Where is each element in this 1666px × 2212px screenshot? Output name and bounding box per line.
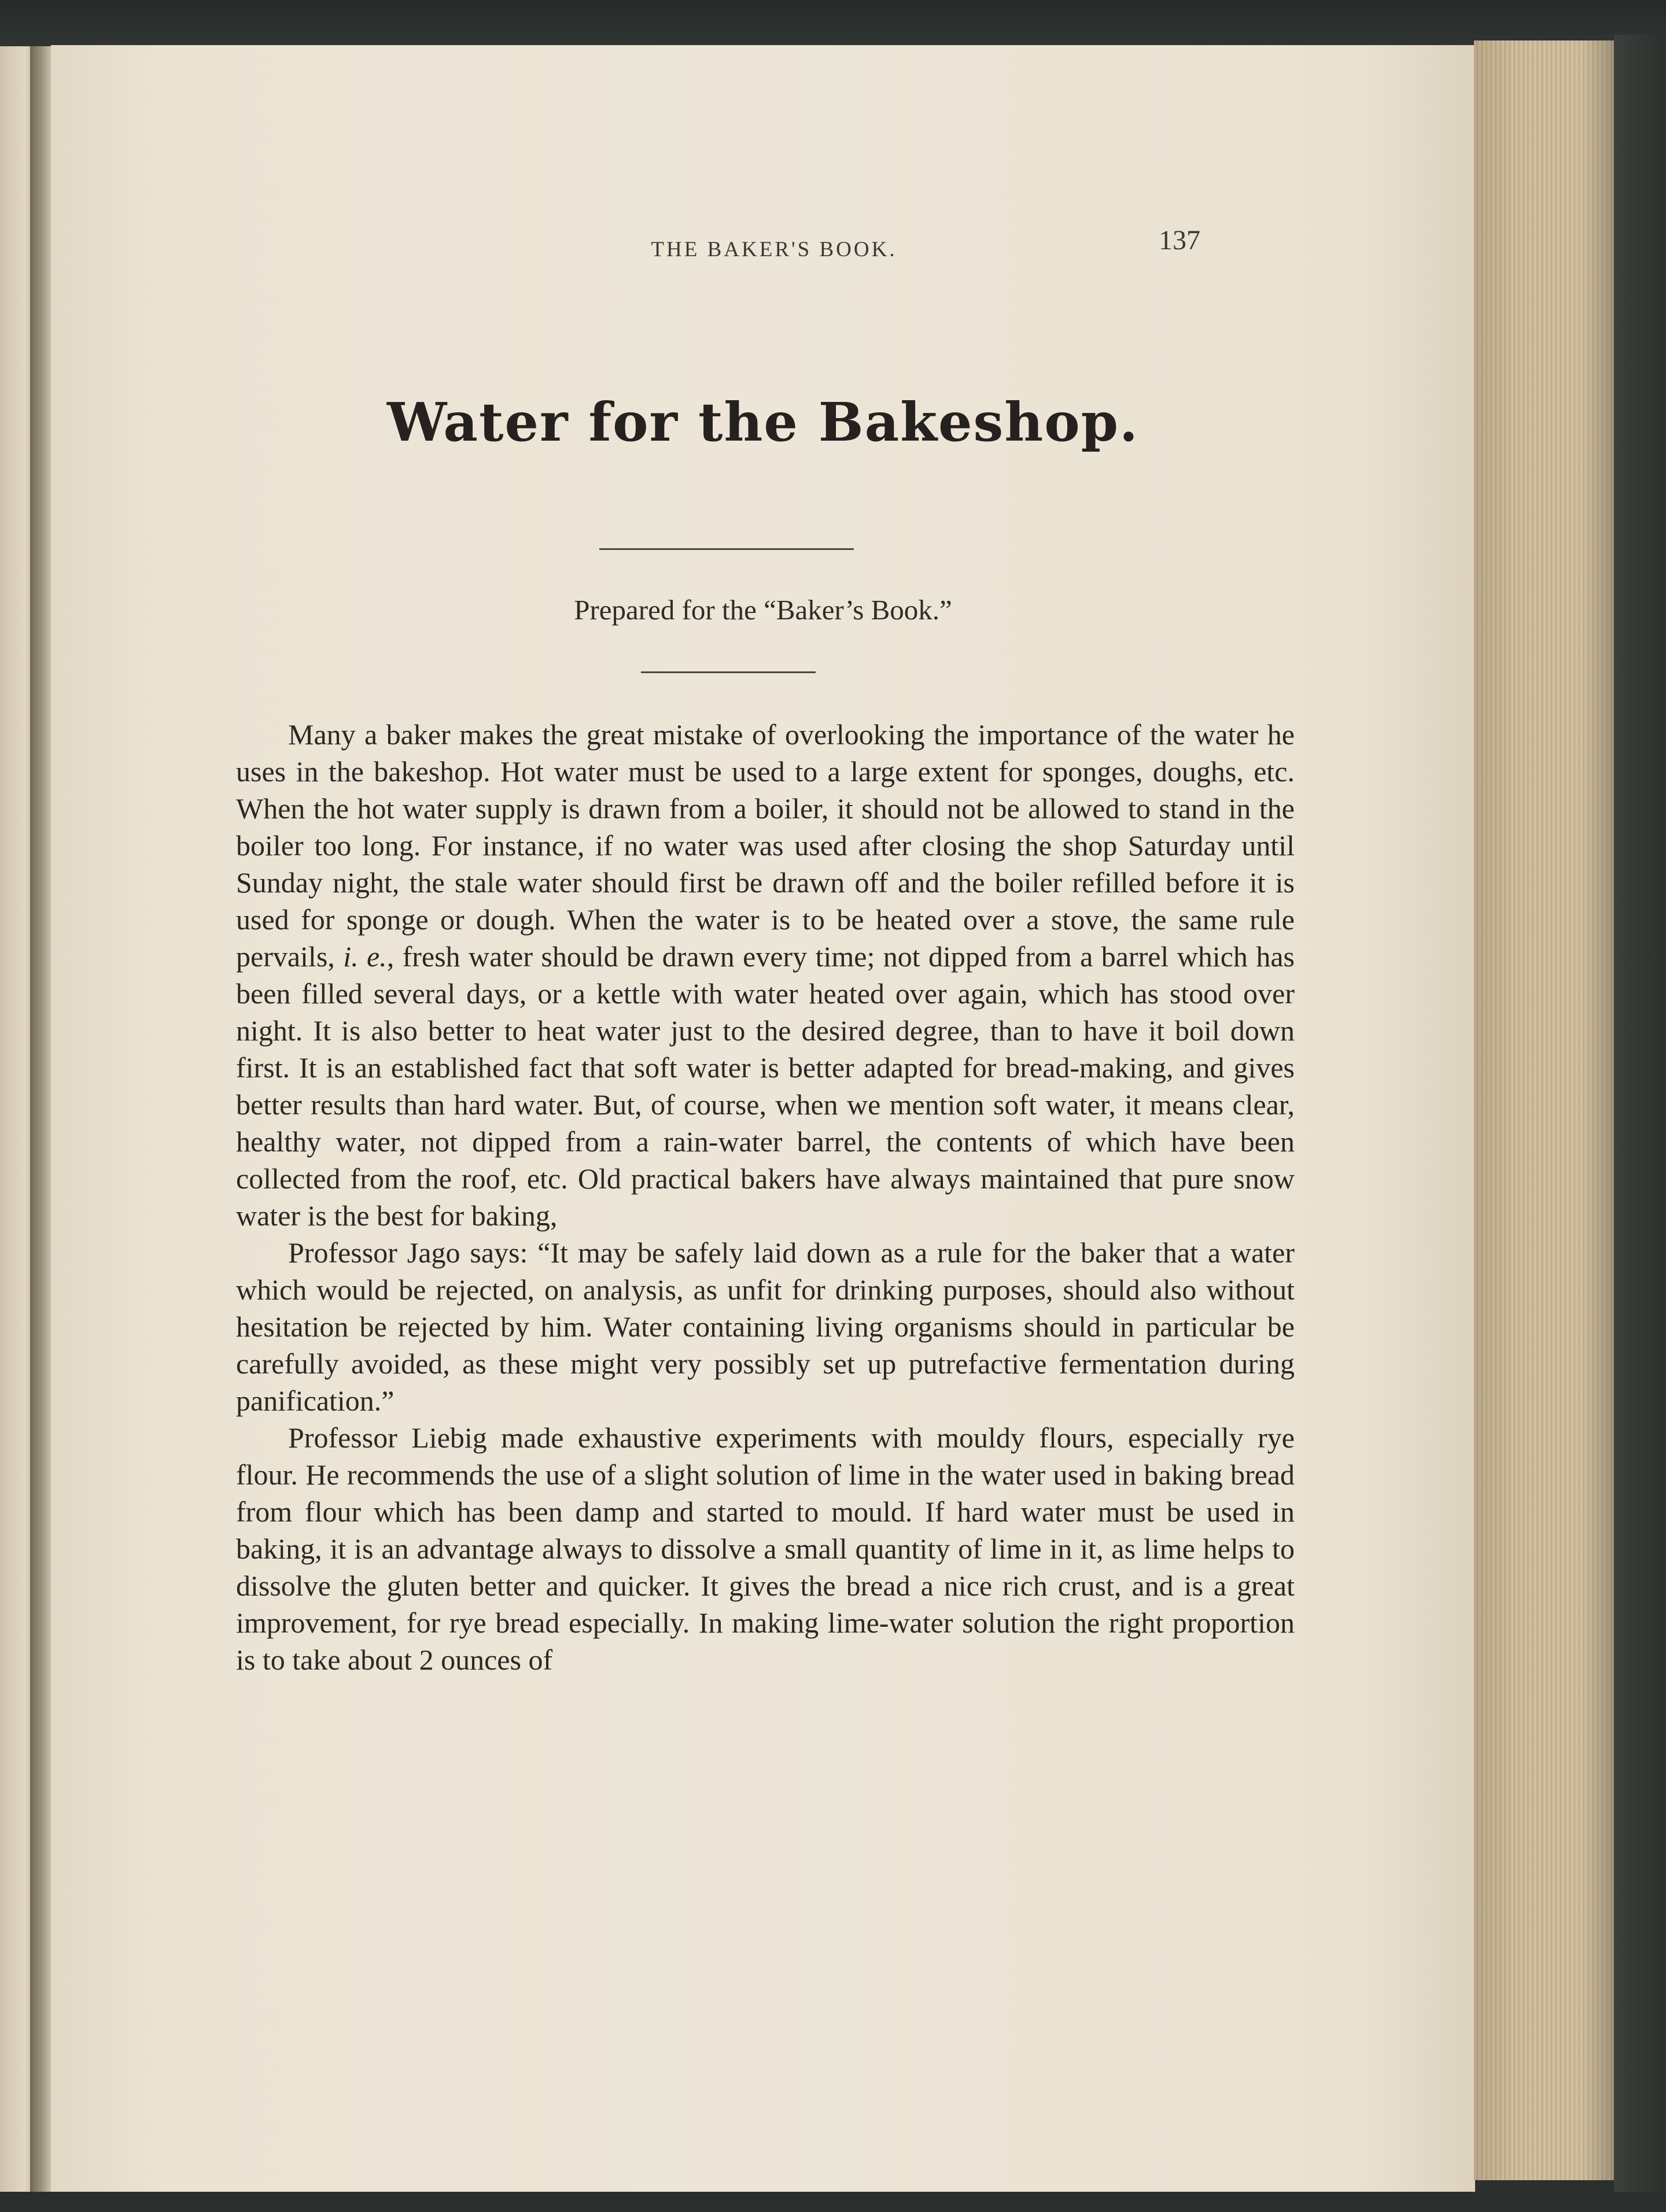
paragraph: Professor Jago says: “It may be safely laid down as a rule for the baker that a water which would be rejected, on analysis, as unfit for drinking purposes, should also without hesitation be rejected by him. Water containing living organisms should in particular be carefully avoided, as these might very possibly set up putrefactive fermentation during panification.” [236,1236,1295,1417]
article-title: Water for the Bakeshop. [387,391,1139,453]
title-rule [599,548,854,550]
page-number: 137 [1159,225,1200,256]
subtitle-rule [641,671,816,673]
page-edges-shade [1474,40,1619,2180]
paragraph-text: , fresh water should be drawn every time; not dipped from a barrel which has been filled several days, or a kettle with water heated over again, which has stood over night. It is also better to heat water just to the desired degree, than to have it boil down first. It is an established fact that soft water is better adapted for bread-making, and gives better results than hard water. But, of course, when we mention soft water, it means clear, healthy water, not dipped from a rain-water barrel, the contents of which have been collected from the roof, etc. Old practical bakers have always maintained that pure snow water is the best for baking, [236,940,1295,1232]
article-subtitle: Prepared for the “Baker’s Book.” [574,594,952,626]
book-back-cover [1614,35,1666,2212]
paragraph-italic: i. e. [343,940,387,973]
paragraph [236,716,1295,1234]
page-content [51,45,1475,2196]
book-gutter [30,46,53,2212]
paragraph-text: Many a baker makes the great mistake of overlooking the importance of the water he uses in the bakeshop. Hot water must be used to a large extent for sponges, doughs, etc. When the hot water supply is drawn from a boiler, it should not be allowed to stand in the boiler too long. For instance, if no water was used after closing the shop Saturday until Sunday night, the stale water should first be drawn off and the boiler refilled before it is used for sponge or dough. When the water is to be heated over a stove, the same rule pervails, [236,718,1295,973]
article-body [236,716,1295,1678]
running-head: THE BAKER'S BOOK. [651,238,897,261]
paragraph: Professor Liebig made exhaustive experiments with mouldy flours, especially rye flour. He recommends the use of a slight solution of lime in the water used in baking bread from flour which has been damp and started to mould. If hard water must be used in baking, it is an advantage always to dissolve a small quantity of lime in it, as lime helps to dissolve the gluten better and quicker. It gives the bread a nice rich crust, and is a great improvement, for rye bread especially. In making lime-water solution the right proportion is to take about 2 ounces of [236,1421,1295,1676]
